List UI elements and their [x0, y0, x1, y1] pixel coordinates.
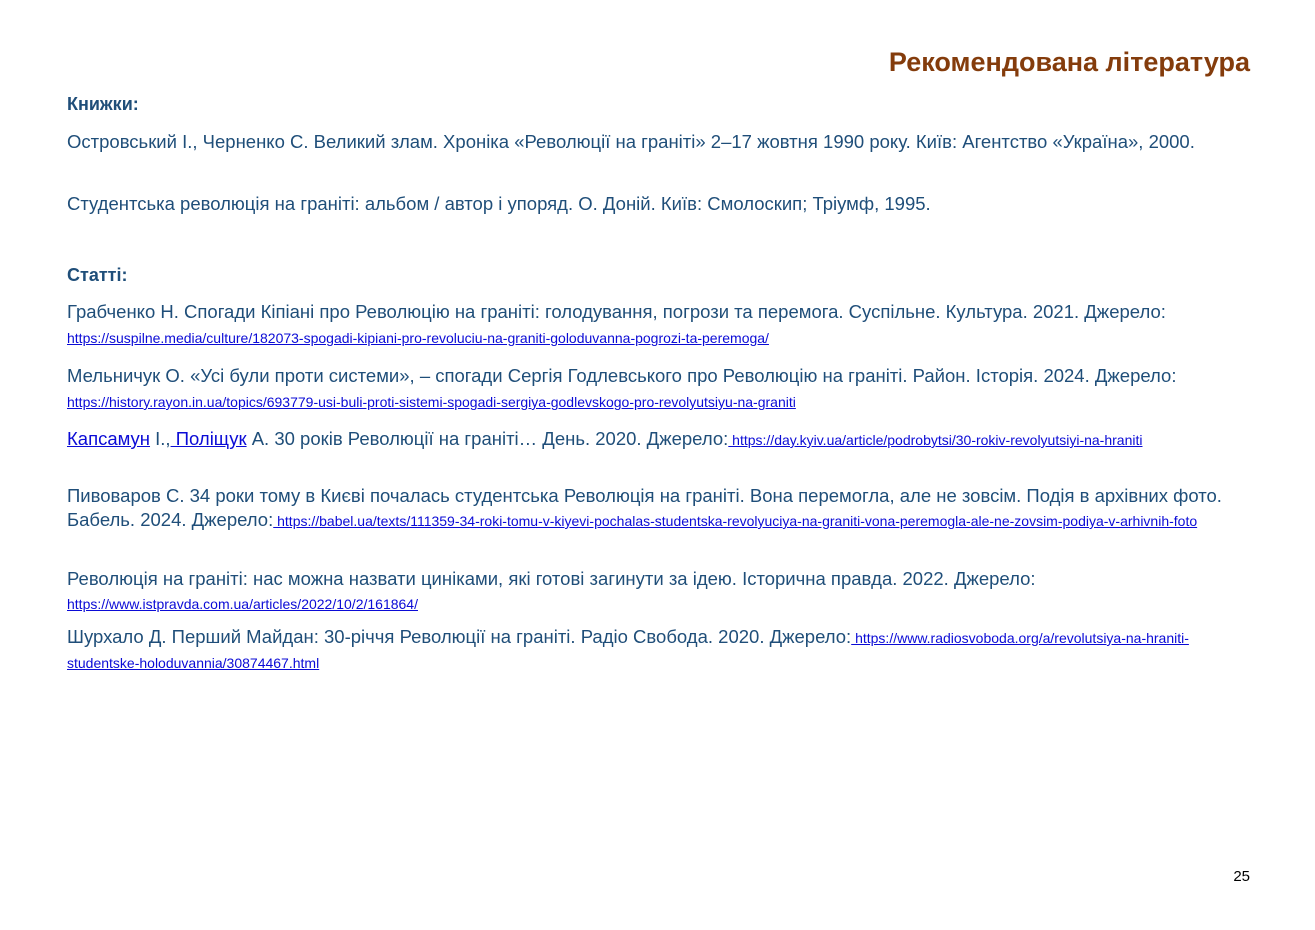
article-entry	[67, 364, 1250, 414]
article-text: Революція на граніті: нас можна назвати циніками, які готові загинути за ідею. Історична правда. 2022. Джерело:	[67, 568, 1036, 589]
book-entry: Студентська революція на граніті: альбом / автор і упоряд. О. Доній. Київ: Смолоскип; Тріумф, 1995.	[67, 193, 931, 214]
article-link[interactable]: https://suspilne.media/culture/182073-spogadi-kipiani-pro-revoluciu-na-graniti-goloduvanna-pogrozi-ta-peremoga/	[67, 330, 769, 346]
article-text: Грабченко Н. Спогади Кіпіані про Революцію на граніті: голодування, погрози та перемога. Суспільне. Культура. 2021. Джерело:	[67, 301, 1166, 322]
book-entry: Островський І., Черненко С. Великий злам. Хроніка «Революції на граніті» 2–17 жовтня 1990 року. Київ: Агентство «Україна», 2000.	[67, 131, 1195, 152]
article-link[interactable]: https://www.radiosvoboda.org/a/revolutsiya-na-hraniti-studentske-holoduvannia/30874467.html	[67, 630, 1189, 671]
article-link[interactable]: https://history.rayon.in.ua/topics/693779-usi-buli-proti-sistemi-spogadi-sergiya-godlevskogo-pro-revolyutsiyu-na-graniti	[67, 394, 796, 410]
article-text: Шурхало Д. Перший Майдан: 30-річчя Революції на граніті. Радіо Свобода. 2020. Джерело:	[67, 626, 852, 647]
article-entry	[67, 625, 1250, 675]
books-heading: Книжки:	[67, 94, 139, 114]
author-link[interactable]: Поліщук	[170, 428, 247, 449]
article-link[interactable]: https://day.kyiv.ua/article/podrobytsi/30-rokiv-revolyutsiyi-na-hraniti	[728, 432, 1143, 448]
page-title: Рекомендована література	[888, 47, 1250, 77]
article-entry	[67, 300, 1250, 350]
article-text: Мельничук О. «Усі були проти системи», – спогади Сергія Годлевського про Революцію на граніті. Район. Історія. 2024. Джерело:	[67, 365, 1177, 386]
article-entry	[67, 484, 1250, 533]
articles-heading: Статті:	[67, 265, 128, 285]
author-link[interactable]: Капсамун	[67, 428, 151, 449]
article-text: А. 30 років Революції на граніті… День. 2020. Джерело:	[246, 428, 729, 449]
article-entry	[67, 567, 1250, 616]
article-text: Пивоваров С. 34 роки тому в Києві почалась студентська Революція на граніті. Вона перемогла, але не зовсім. Подія в архівних фото. Бабель. 2024. Джерело:	[67, 485, 1222, 530]
article-link[interactable]: https://www.istpravda.com.ua/articles/2022/10/2/161864/	[67, 596, 418, 612]
article-entry	[67, 427, 1250, 452]
page-number: 25	[1233, 868, 1250, 885]
article-link[interactable]: https://babel.ua/texts/111359-34-roki-tomu-v-kiyevi-pochalas-studentska-revolyuciya-na-graniti-vona-peremogla-ale-ne-zovsim-podiya-v-arhivnih-foto	[273, 513, 1198, 529]
author-initial: І.,	[150, 428, 171, 449]
